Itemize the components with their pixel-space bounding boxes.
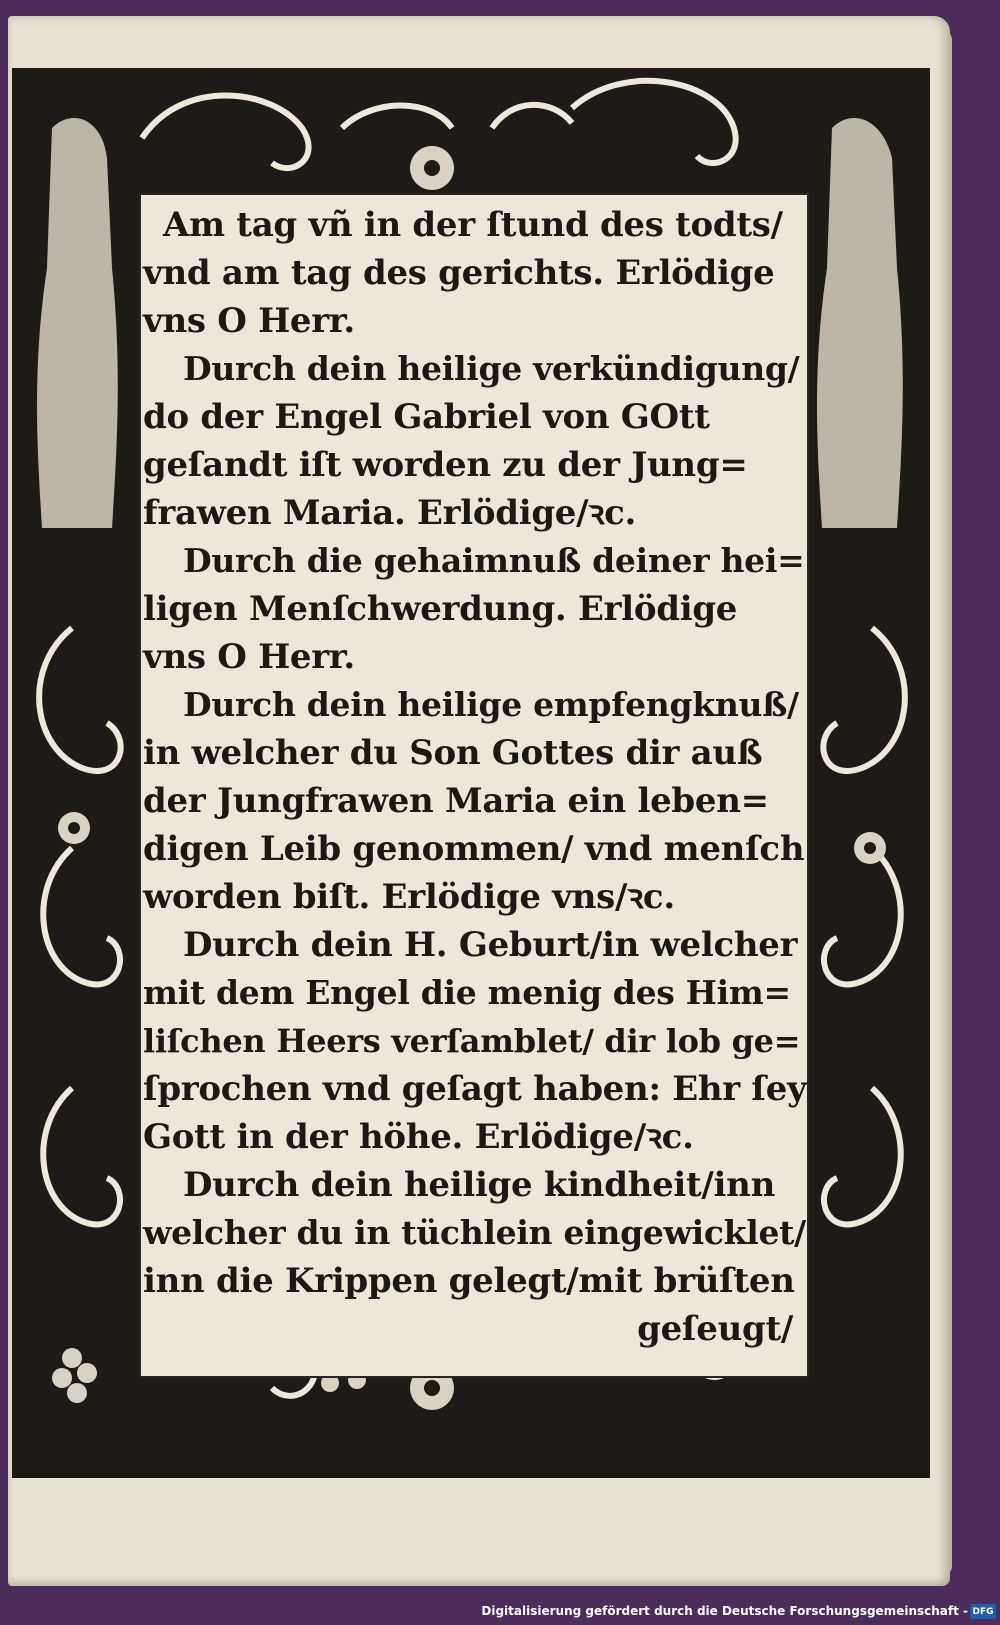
text-line: Durch dein H. Geburt/in welcher bbox=[183, 925, 798, 965]
text-line: vns O Herr. bbox=[143, 301, 355, 341]
text-line: geſandt iſt worden zu der Jung= bbox=[143, 445, 748, 485]
text-line: worden biſt. Erlödige vns/ꝛc. bbox=[143, 877, 675, 917]
text-line: Durch die gehaimnuß deiner hei= bbox=[183, 541, 805, 580]
book-page bbox=[8, 16, 950, 1586]
text-line: welcher du in tüchlein eingewicklet/ bbox=[143, 1213, 806, 1252]
catchword-line: geſeugt/ bbox=[637, 1309, 793, 1349]
text-line: der Jungfrawen Maria ein leben= bbox=[143, 781, 769, 821]
woodcut-border-frame bbox=[12, 68, 930, 1478]
text-line: Durch dein heilige verkündigung/ bbox=[183, 349, 800, 388]
text-line: ſprochen vnd geſagt haben: Ehr ſey bbox=[143, 1069, 807, 1109]
text-line: liſchen Heers verſamblet/ dir lob ge= bbox=[143, 1022, 801, 1060]
text-line: Durch dein heilige kindheit/inn bbox=[183, 1165, 776, 1205]
footer-credit: Digitalisierung gefördert durch die Deutsche Forschungsgemeinschaft - bbox=[481, 1604, 968, 1618]
text-line: inn die Krippen gelegt/mit brüſten bbox=[143, 1261, 795, 1301]
text-line: in welcher du Son Gottes dir auß bbox=[143, 733, 763, 773]
dfg-logo: DFG bbox=[970, 1604, 996, 1619]
text-line: ligen Menſchwerdung. Erlödige bbox=[143, 589, 738, 629]
text-line: Am tag vñ in der ſtund des todts/ bbox=[163, 205, 783, 245]
text-line: Gott in der höhe. Erlödige/ꝛc. bbox=[143, 1117, 694, 1157]
text-panel bbox=[139, 193, 809, 1378]
text-line: mit dem Engel die menig des Him= bbox=[143, 973, 791, 1012]
text-line: digen Leib genommen/ vnd menſch bbox=[143, 829, 805, 869]
text-line: vns O Herr. bbox=[143, 637, 355, 677]
text-line: do der Engel Gabriel von GOtt bbox=[143, 397, 710, 437]
text-line: Durch dein heilige empfengknuß/ bbox=[183, 685, 799, 724]
text-line: vnd am tag des gerichts. Erlödige bbox=[143, 253, 775, 293]
text-line: frawen Maria. Erlödige/ꝛc. bbox=[143, 493, 637, 533]
